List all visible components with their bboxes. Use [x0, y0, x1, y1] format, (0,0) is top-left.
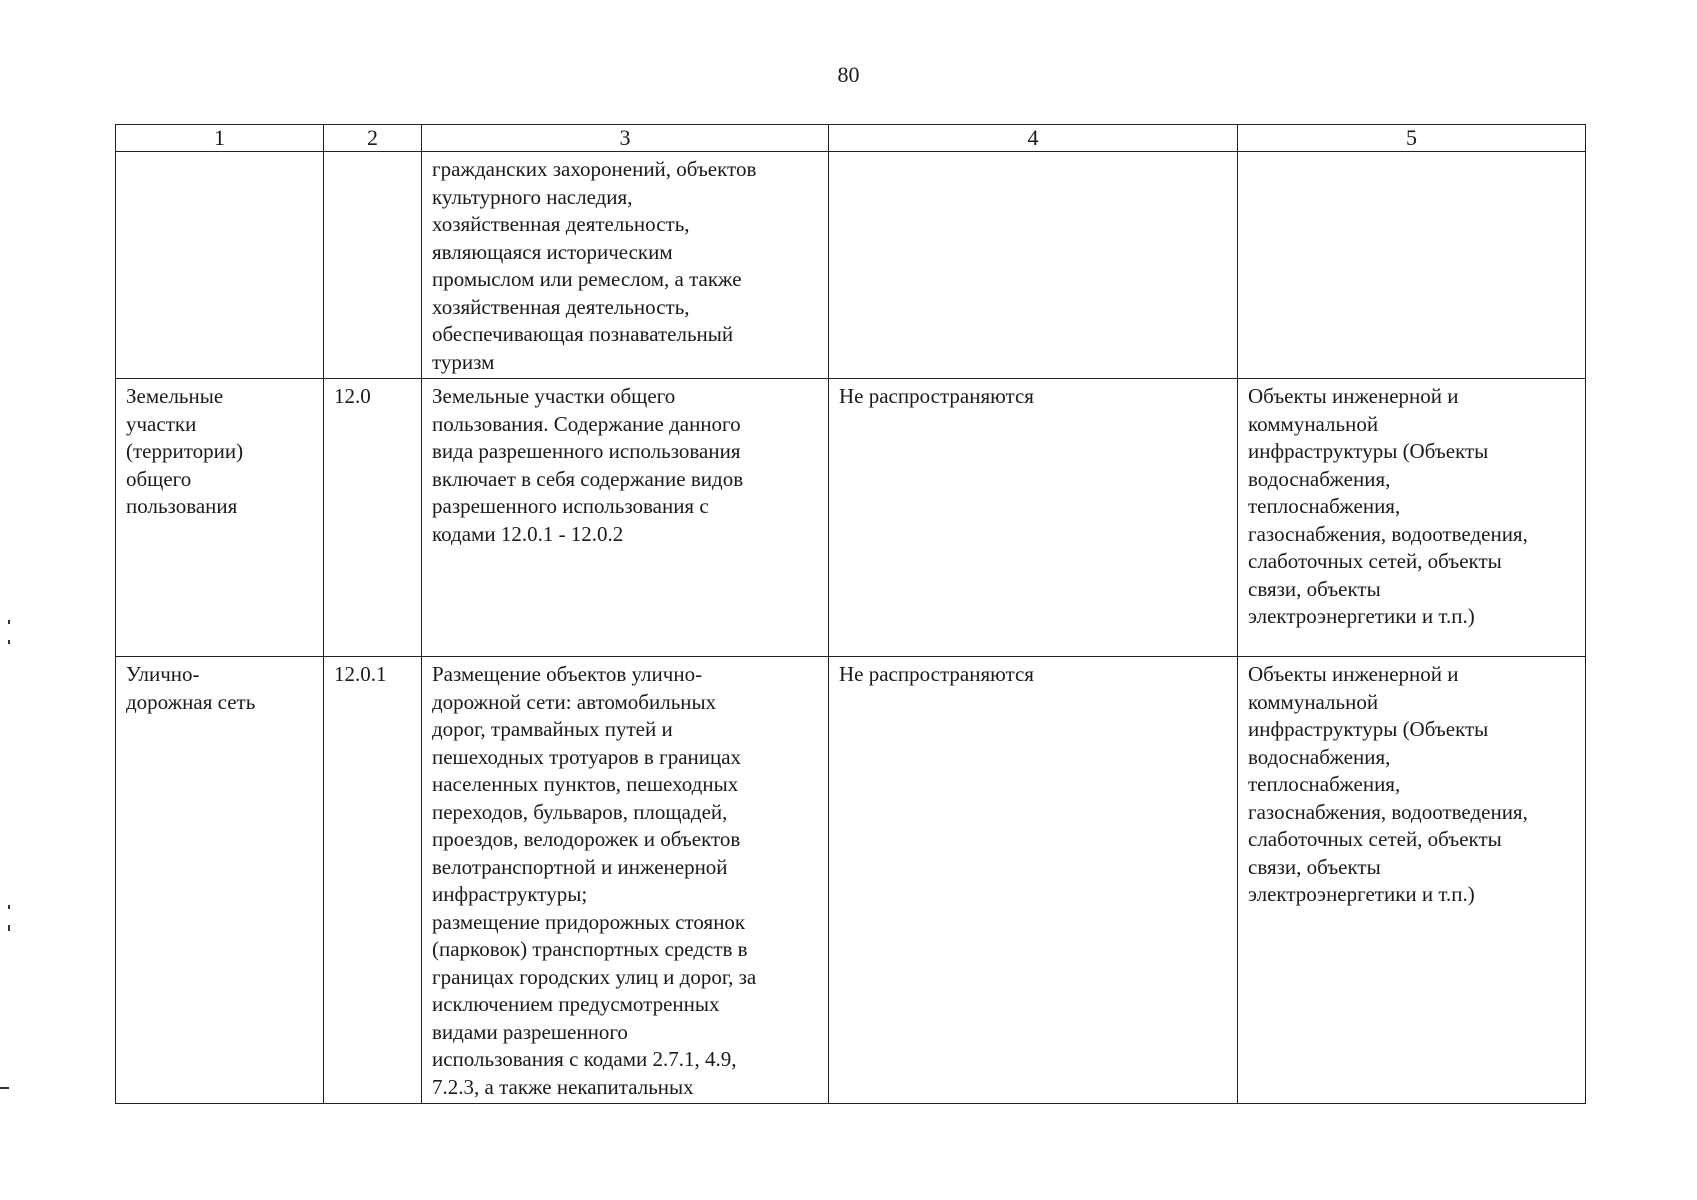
scan-artifact [0, 1087, 9, 1089]
use-description-cell: Земельные участки общего пользования. Содержание данного вида разрешенного использования включает в себя содержание видов разрешенного использования с кодами 12.0.1 - 12.0.2 [422, 379, 829, 657]
column-header-2: 2 [324, 125, 422, 152]
use-name-cell: Земельные участки (территории) общего пользования [116, 379, 324, 657]
use-description-cell: Размещение объектов улично- дорожной сети: автомобильных дорог, трамвайных путей и пешеходных тротуаров в границах населенных пунктов, пешеходных переходов, бульваров, площадей, проездов, велодорожек и объектов велотранспортной и инженерной инфраструктуры; размещение придорожных стоянок (парковок) транспортных средств в границах городских улиц и дорог, за исключением предусмотренных видами разрешенного использования с кодами 2.7.1, 4.9, 7.2.3, а также некапитальных [422, 657, 829, 1104]
column-header-1: 1 [116, 125, 324, 152]
auxiliary-uses-cell: Объекты инженерной и коммунальной инфраструктуры (Объекты водоснабжения, теплоснабжения, газоснабжения, водоотведения, слаботочных сетей, объекты связи, объекты электроэнергетики и т.п.) [1238, 379, 1586, 657]
column-header-4: 4 [829, 125, 1238, 152]
use-code-cell: 12.0 [324, 379, 422, 657]
use-name-cell: Улично- дорожная сеть [116, 657, 324, 1104]
restrictions-cell [829, 152, 1238, 379]
page-number: 80 [837, 62, 860, 87]
use-code-cell [324, 152, 422, 379]
scan-artifact [8, 925, 10, 931]
column-header-5: 5 [1238, 125, 1586, 152]
restrictions-cell: Не распространяются [829, 657, 1238, 1104]
scan-artifact [8, 620, 10, 624]
table-row [116, 152, 1586, 379]
table-header-row [116, 125, 1586, 152]
use-name-cell [116, 152, 324, 379]
use-code-cell: 12.0.1 [324, 657, 422, 1104]
use-description-cell: гражданских захоронений, объектов культурного наследия, хозяйственная деятельность, являющаяся историческим промыслом или ремеслом, а также хозяйственная деятельность, обеспечивающая познавательный туризм [422, 152, 829, 379]
scan-artifact [8, 640, 10, 644]
restrictions-cell: Не распространяются [829, 379, 1238, 657]
scan-artifact [8, 905, 10, 909]
auxiliary-uses-cell: Объекты инженерной и коммунальной инфраструктуры (Объекты водоснабжения, теплоснабжения, газоснабжения, водоотведения, слаботочных сетей, объекты связи, объекты электроэнергетики и т.п.) [1238, 657, 1586, 1104]
table-row [116, 657, 1586, 1104]
auxiliary-uses-cell [1238, 152, 1586, 379]
land-use-table [115, 124, 1586, 1104]
table-row [116, 379, 1586, 657]
column-header-3: 3 [422, 125, 829, 152]
